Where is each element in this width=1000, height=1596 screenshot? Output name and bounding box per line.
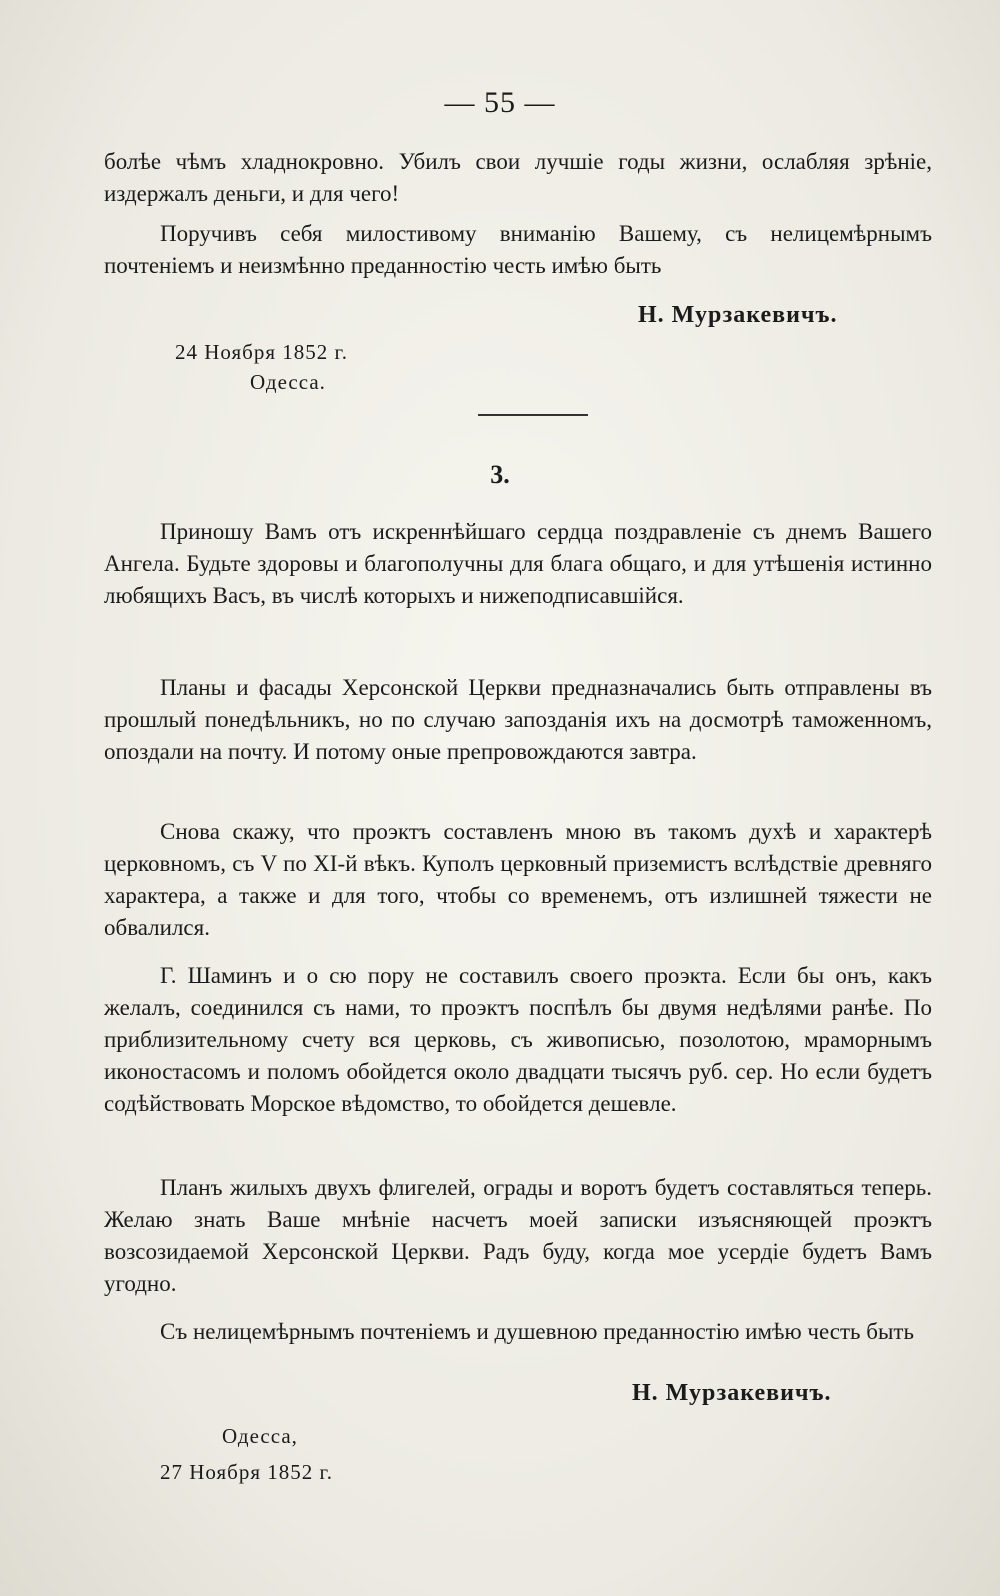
letter2-paragraph-4 [104, 960, 932, 1120]
letter2-paragraph-2 [104, 672, 932, 768]
paragraph-text: болѣе чѣмъ хладнокровно. Убилъ свои лучшіе годы жизни, ослабляя зрѣніе, издержалъ деньги, и для чего! [104, 149, 932, 206]
paragraph-text: Снова скажу, что проэктъ составленъ мною въ такомъ духѣ и характерѣ церковномъ, съ V по XI-й вѣкъ. Куполъ церковный приземистъ вслѣдствіе древняго характера, а также и для того, чтобы со временемъ, отъ излишней тяжести не обвалился. [104, 819, 932, 940]
letter2-paragraph-3 [104, 816, 932, 944]
letter1-signature: Н. Мурзакевичъ. [638, 302, 838, 328]
letter1-place: Одесса. [250, 370, 326, 394]
paragraph-text: Г. Шаминъ и о сю пору не составилъ своего проэкта. Если бы онъ, какъ желалъ, соединился съ нами, то проэктъ поспѣлъ бы двумя недѣлями ранѣе. По приблизительному счету вся церковь, съ живописью, позолотою, мраморнымъ иконостасомъ и поломъ обойдется около двадцати тысячъ руб. сер. Но если будетъ содѣйствовать Морское вѣдомство, то обойдется дешевле. [104, 963, 932, 1116]
paragraph-text: Съ нелицемѣрнымъ почтеніемъ и душевною преданностію имѣю честь быть [160, 1319, 914, 1344]
paragraph-text: Приношу Вамъ отъ искреннѣйшаго сердца поздравленіе съ днемъ Вашего Ангела. Будьте здоровы и благополучны для блага общаго, и для утѣшенія истинно любящихъ Васъ, въ числѣ которыхъ и нижеподписавшійся. [104, 519, 932, 608]
page-number: — 55 — [444, 86, 556, 119]
paragraph-text: Поручивъ себя милостивому вниманію Вашему, съ нелицемѣрнымъ почтеніемъ и неизмѣнно преданностію честь имѣю быть [104, 221, 932, 278]
letter-number: 3. [490, 460, 510, 489]
paragraph-text: Планъ жилыхъ двухъ флигелей, ограды и воротъ будетъ составляться теперь. Желаю знать Ваше мнѣніе насчетъ моей записки изъясняющей проэктъ возсозидаемой Херсонской Церкви. Радъ буду, когда мое усердіе будетъ Вамъ угодно. [104, 1175, 932, 1296]
letter1-paragraph-1 [104, 146, 932, 210]
letter2-paragraph-6 [104, 1316, 932, 1348]
letter1-date: 24 Ноября 1852 г. [175, 340, 349, 364]
section-divider [478, 414, 588, 416]
letter2-place: Одесса, [222, 1424, 298, 1448]
letter2-date: 27 Ноября 1852 г. [160, 1460, 334, 1484]
paragraph-text: Планы и фасады Херсонской Церкви предназначались быть отправлены въ прошлый понедѣльникъ, но по случаю запозданія ихъ на досмотрѣ таможенномъ, опоздали на почту. И потому оные препровождаются завтра. [104, 675, 932, 764]
letter2-signature: Н. Мурзакевичъ. [632, 1380, 832, 1406]
letter2-paragraph-1 [104, 516, 932, 612]
letter2-paragraph-5 [104, 1172, 932, 1300]
letter1-paragraph-2 [104, 218, 932, 282]
